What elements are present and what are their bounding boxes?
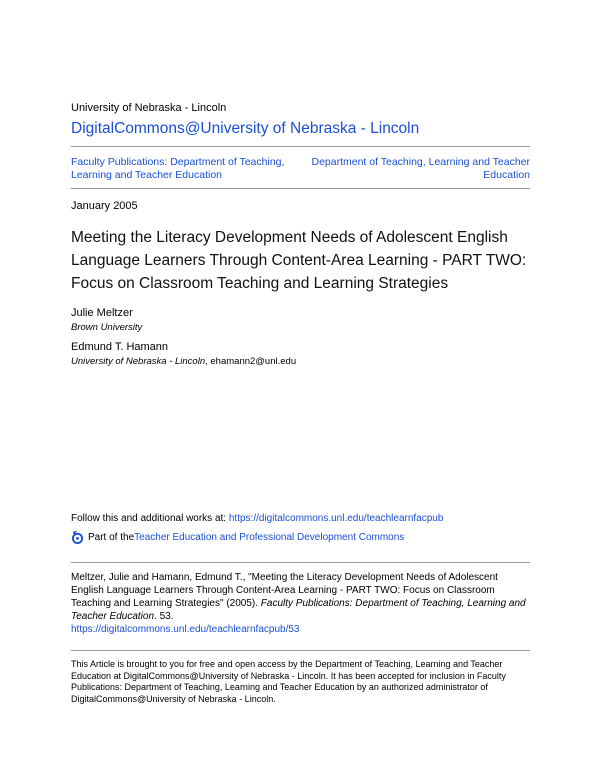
recommended-citation [71,571,533,636]
part-of-prefix: Part of the [88,532,135,543]
article-title: Meeting the Literacy Development Needs of Adolescent English Language Learners Through Content-Area Learning - PART TWO: Focus on Classroom Teaching and Learning Strategies [71,229,527,292]
affiliation-text: University of Nebraska - Lincoln [71,356,206,367]
author-name: Julie Meltzer [71,307,133,319]
author-email: ehamann2@unl.edu [210,356,297,367]
collection-link-faculty-publications[interactable]: Faculty Publications: Department of Teaching, Learning and Teacher Education [71,156,285,181]
collection-link-department[interactable]: Department of Teaching, Learning and Teacher Education [311,156,530,181]
access-notice: This Article is brought to you for free and open access by the Department of Teaching, Learning and Teacher Education at DigitalCommons@University of Nebraska - Lincoln. It has been accepted for inclusion in Faculty Publications: Department of Teaching, Learning and Teacher Education by an authorized administrator of DigitalCommons@University of Nebraska - Lincoln. [71,659,506,704]
publication-date: January 2005 [71,200,138,212]
author-affiliation: University of Nebraska - Lincoln, ehamann2@unl.edu [71,356,297,367]
institution-name: University of Nebraska - Lincoln [71,102,227,114]
divider [71,650,530,651]
follow-line [71,513,443,524]
author-affiliation [71,322,142,333]
part-of-line [71,531,404,544]
author-name: Edmund T. Hamann [71,341,169,353]
collection-url-link[interactable]: https://digitalcommons.unl.edu/teachlearnfacpub [228,513,444,524]
citation-number: . 53. [154,611,174,622]
citation-text: Meltzer, Julie and Hamann, Edmund T., "Meeting the Literacy Development Needs of Adolescent English Language Learners Through Content-Area Learning - PART TWO: Focus on Classroom Teaching and Learning Strategies" (2005). [71,572,498,609]
citation-journal: Faculty Publications: Department of Teaching, Learning and Teacher Education [71,598,526,622]
divider [71,562,530,563]
open-access-icon [71,531,84,544]
divider [71,188,530,189]
follow-prefix: Follow this and additional works at: [71,513,229,524]
affiliation-text: Brown University [71,322,143,333]
repository-link[interactable]: DigitalCommons@University of Nebraska - Lincoln [71,120,420,137]
article-url-link[interactable]: https://digitalcommons.unl.edu/teachlearnfacpub/53 [71,624,300,635]
commons-discipline-link[interactable]: Teacher Education and Professional Development Commons [134,532,405,543]
divider [71,146,530,147]
